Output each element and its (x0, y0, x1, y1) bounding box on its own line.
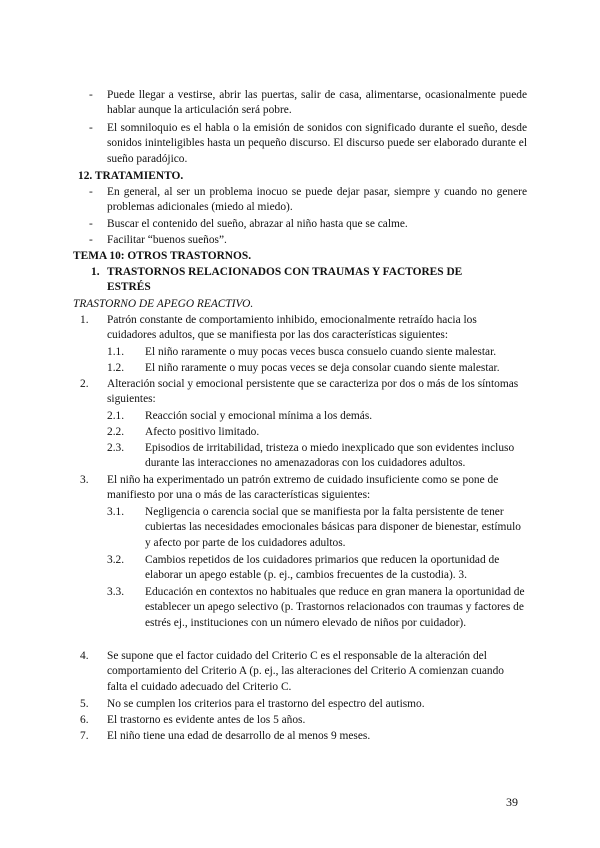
bullet-text: El somniloquio es el habla o la emisión de sonidos con significado durante el sueño, desde sonidos ininteligibles hasta un pequeño discurso. El discurso puede ser elaborado durante el sueño paradójico. (107, 122, 527, 165)
subcriterion-number: 3.2. (107, 554, 125, 566)
criterion-number: 7. (80, 730, 89, 742)
criterion-text: El niño ha experimentado un patrón extremo de cuidado insuficiente como se pone de manifiesto por una o más de las características siguientes: (107, 474, 499, 502)
page-number: 39 (506, 795, 518, 809)
subcriterion-text: Negligencia o carencia social que se manifiesta por la falta persistente de tener cubiertas las necesidades emocionales básicas para disponer de bienestar, estímulo y afecto por parte de los cuidadores adultos. (145, 506, 521, 549)
criterion-number: 1. (80, 314, 89, 326)
criterion-number: 5. (80, 698, 89, 710)
subcriterion-number: 2.3. (107, 442, 125, 454)
bullet-text: Facilitar “buenos sueños”. (107, 234, 227, 246)
bullet-text: Puede llegar a vestirse, abrir las puertas, salir de casa, alimentarse, ocasionalmente puede hablar aunque la articulación será pobre. (107, 89, 527, 117)
criterion-text: No se cumplen los criterios para el trastorno del espectro del autismo. (107, 698, 425, 710)
criterion-number: 2. (80, 378, 89, 390)
bullet-marker: - (89, 122, 93, 134)
subcriterion-text: El niño raramente o muy pocas veces se deja consolar cuando siente malestar. (145, 362, 500, 374)
subcriterion-text: Episodios de irritabilidad, tristeza o miedo inexplicado que son evidentes incluso durante las interacciones no amenazadoras con los cuidadores adultos. (145, 442, 515, 470)
bullet-marker: - (89, 218, 93, 230)
criterion-number: 6. (80, 714, 89, 726)
bullet-marker: - (89, 186, 93, 198)
criterion-number: 3. (80, 474, 89, 486)
criterion-text: Patrón constante de comportamiento inhibido, emocionalmente retraído hacia los cuidadores adultos, que se manifiesta por las dos características siguientes: (107, 314, 477, 342)
criterion-text: El niño tiene una edad de desarrollo de al menos 9 meses. (107, 730, 371, 742)
subcriterion-text: Educación en contextos no habituales que reduce en gran manera la oportunidad de establecer un apego selectivo (p. Trastornos relacionados con traumas y factores de estrés ej., instituciones con un número elevado de niños por cuidador). (145, 586, 525, 629)
subcriterion-text: El niño raramente o muy pocas veces busca consuelo cuando siente malestar. (145, 346, 497, 358)
criterion-text: Se supone que el factor cuidado del Criterio C es el responsable de la alteración del comportamiento del Criterio A (p. ej., las alteraciones del Criterio A comienzan cuando falta el cuidado adecuado del Criterio C. (107, 650, 504, 693)
criterion-text: Alteración social y emocional persistente que se caracteriza por dos o más de los síntomas siguientes: (107, 378, 519, 406)
subcriterion-text: Afecto positivo limitado. (145, 426, 260, 438)
subcriterion-number: 1.1. (107, 346, 125, 358)
bullet-marker: - (89, 89, 93, 101)
tema-heading: TEMA 10: OTROS TRASTORNOS. (73, 250, 252, 262)
subcriterion-number: 1.2. (107, 362, 125, 374)
subcriterion-number: 3.3. (107, 586, 125, 598)
subcriterion-number: 3.1. (107, 506, 125, 518)
bullet-text: Buscar el contenido del sueño, abrazar al niño hasta que se calme. (107, 218, 408, 230)
section-number: 1. (91, 266, 100, 278)
criterion-number: 4. (80, 650, 89, 662)
criterion-text: El trastorno es evidente antes de los 5 años. (107, 714, 306, 726)
subcriterion-number: 2.2. (107, 426, 125, 438)
subcriterion-text: Cambios repetidos de los cuidadores primarios que reducen la oportunidad de elaborar un apego estable (p. ej., cambios frecuentes de la custodia). 3. (145, 554, 500, 582)
subcriterion-number: 2.1. (107, 410, 125, 422)
treatment-heading: 12. TRATAMIENTO. (78, 170, 184, 182)
section-title: TRASTORNOS RELACIONADOS CON TRAUMAS Y FACTORES DE ESTRÉS (107, 266, 463, 294)
bullet-marker: - (89, 234, 93, 246)
subsection-title: TRASTORNO DE APEGO REACTIVO. (73, 298, 254, 310)
bullet-text: En general, al ser un problema inocuo se puede dejar pasar, siempre y cuando no genere problemas adicionales (miedo al miedo). (107, 186, 527, 214)
subcriterion-text: Reacción social y emocional mínima a los demás. (145, 410, 373, 422)
